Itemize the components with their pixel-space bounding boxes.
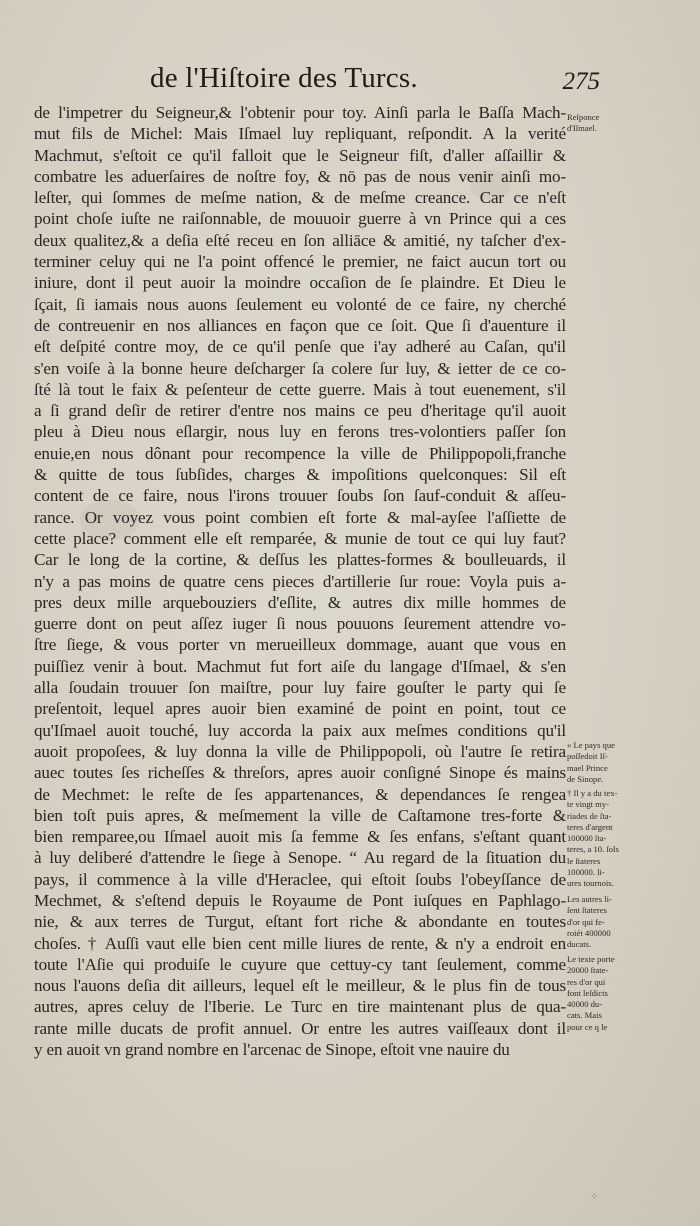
text-line: y en auoit vn grand nombre en l'arcenac de Sinope, eſtoit vne nauire du <box>34 1040 510 1060</box>
running-title: de l'Hiſtoire des Turcs. <box>150 62 418 94</box>
margin-notes <box>567 104 667 1044</box>
margin-note-line: riades de ſta- <box>567 810 612 821</box>
margin-note-line: 40000 du- <box>567 999 603 1010</box>
text-line: nie, & aux terres de Turgut, eſtant fort riche & abondante en toutes <box>34 912 566 932</box>
text-line: nous l'auons deſia dit ailleurs, lequel eſt le meilleur, & le plus fin de tous <box>34 976 566 996</box>
text-line: à luy deliberé d'attendre le ſiege à Senope. “ Au regard de la ſituation du <box>34 848 566 868</box>
margin-note-line: « Le pays que <box>567 740 615 750</box>
page-header <box>150 62 600 102</box>
text-line: s'en voiſe à la bonne heure deſcharger ſa colere ſur luy, & ietter de ce co- <box>34 358 566 378</box>
text-line: leſter, qui ſommes de meſme nation, & de meſme creance. Car ce n'eſt <box>34 188 566 208</box>
text-line: qu'Iſmael auoit touché, luy accorda la paix aux meſmes conditions qu'il <box>34 720 566 740</box>
margin-note-line: d'or qui fe- <box>567 916 605 927</box>
margin-note-line: † Il y a du tex- <box>567 788 618 798</box>
text-line: rance. Or voyez vous point combien eſt forte & mal-ayſee l'aſſiette de <box>34 507 566 527</box>
margin-note-line: le ſtateres <box>567 855 601 866</box>
text-line: autres, apres celuy de l'Iberie. Le Turc en tire maintenant plus de qua- <box>34 997 566 1017</box>
margin-note <box>567 954 665 1033</box>
margin-note-line: 20000 ſtate- <box>567 965 609 976</box>
text-line: toute l'Aſie qui produiſe le cuyure que cettuy-cy tant ſeulement, comme <box>34 954 566 974</box>
text-line: ſtre ſiege, & vous porter vn merueilleux dommage, auant que vous en <box>34 635 566 655</box>
text-line: de l'impetrer du Seigneur,& l'obtenir pour toy. Ainſi parla le Baſſa Mach- <box>34 103 566 122</box>
text-line: de Mechmet: le reſte de ſes appartenances, & dependances ſe rengea <box>34 784 566 804</box>
text-line: ſçait, ſi iamais nous auons ſeulement eu volonté de ce faire, ny cherché <box>34 294 566 314</box>
text-line: terminer celuy qui ne l'a point offencé le premier, ne faict aucun tort ou <box>34 252 566 272</box>
text-line: mut fils de Michel: Mais Iſmael luy repliquant, reſpondit. A la verité <box>34 124 566 144</box>
margin-note-line: te vingt my- <box>567 799 610 810</box>
text-line: preſentoit, lequel apres auoir bien examiné de point en point, tout ce <box>34 699 566 719</box>
page-number: 275 <box>562 68 600 95</box>
text-line: puiſſiez venir à bout. Machmut fut fort aiſe du langage d'Iſmael, & s'en <box>34 656 566 676</box>
margin-note-line: 100000 ſta- <box>567 833 607 844</box>
text-line: cette place? comment elle eſt remparée, & munie de tout ce qui luy faut? <box>34 528 566 548</box>
page-speck: ⁘ <box>590 1192 599 1203</box>
margin-note-line: Reſponce <box>567 112 600 122</box>
text-line: pleu à Dieu nous eſlargir, nous luy en ferons tres-volontiers paſſer ſon <box>34 422 566 442</box>
text-line: guerre dont on peut aſſez iuger ſi nous pouuons ſeurement attendre vo- <box>34 614 566 634</box>
text-line: Car le long de la cortine, & deſſus les plattes-formes & boulleuards, il <box>34 550 566 570</box>
text-line: n'y a pas moins de quatre cens pieces d'artillerie ſur roue: Voyla puis a- <box>34 571 566 591</box>
margin-note-line: Le texte porte <box>567 954 615 964</box>
text-line: & quitte de tous ſubſides, charges & impoſitions quelconques: Sil eſt <box>34 465 566 485</box>
margin-note <box>567 112 665 135</box>
text-line: rante mille ducats de profit annuel. Or entre les autres vaiſſeaux dont il <box>34 1018 566 1038</box>
text-line: pays, il commence à la ville d'Heraclee, qui eſtoit ſoubs l'obeyſſance de <box>34 869 566 889</box>
margin-note-line: ducats. <box>567 939 592 950</box>
text-line: deux qualitez,& a deſia eſté receu en ſon alliāce & amitié, ny taſcher d'ex- <box>34 230 566 250</box>
text-line: ſté là tout le faix & peſenteur de cette guerre. Mais à tout euenement, s'il <box>34 379 566 399</box>
margin-note-line: 100000. li- <box>567 867 605 878</box>
margin-note-line: de Sinope. <box>567 773 604 784</box>
margin-note-line: teres d'argent <box>567 821 613 832</box>
margin-note-line: font leſdicts <box>567 987 608 998</box>
text-line: bien remparee,ou Iſmael auoit mis ſa femme & ſes enfans, s'eſtant quant <box>34 827 566 847</box>
margin-note-line: roiét 400000 <box>567 927 611 938</box>
text-line: a ſi grand deſir de retirer d'entre nos mains ce peu d'heritage qu'il auoit <box>34 401 566 421</box>
text-line: point choſe iuſte ne raiſonnable, de mouuoir guerre à vn Prince qui a ces <box>34 209 566 229</box>
text-line: auec toutes ſes richeſſes & threſors, apres auoir conſigné Sinope és mains <box>34 763 566 783</box>
text-line: eſt deſpité contre moy, de ce qu'il penſe que i'ay adheré au Caſan, qu'il <box>34 337 566 357</box>
margin-note-line: cats. Mais <box>567 1010 602 1021</box>
text-line: enuie,en nous dônant pour recompence la ville de Philippopoli,franche <box>34 443 566 463</box>
text-line: de contreuenir en nos alliances en façon que ce ſoit. Que ſi d'auenture il <box>34 315 566 335</box>
margin-note <box>567 894 665 950</box>
margin-note-line: d'Iſmael. <box>567 123 597 134</box>
text-line: Mechmet, & s'eſtend depuis le Royaume de Pont iuſques en Paphlago- <box>34 890 566 910</box>
margin-note-line: res d'or qui <box>567 976 606 987</box>
margin-note-line: Les autres li- <box>567 894 612 904</box>
text-line: choſes. † Auſſi vaut elle bien cent mille liures de rente, & n'y a endroit en <box>34 933 566 953</box>
margin-note <box>567 740 665 785</box>
margin-note-line: ures tournois. <box>567 878 614 889</box>
text-line: alla ſoudain trouuer ſon maiſtre, pour luy faire gouſter le party qui ſe <box>34 678 566 698</box>
margin-note-line: teres, a 10. ſols <box>567 844 619 855</box>
text-line: auoit propoſees, & luy donna la ville de Philippopoli, où l'autre ſe retira <box>34 741 566 761</box>
text-line: iniure, dont il peut auoir la moindre occaſion de ſe plaindre. Et Dieu le <box>34 273 566 293</box>
text-line: bien toſt puis apres, & meſmement la ville de Caſtamone tres-forte & <box>34 805 566 825</box>
text-line: pres deux mille arquebouziers d'eſlite, & autres dix mille hommes de <box>34 592 566 612</box>
margin-note-line: pour ce q le <box>567 1021 608 1032</box>
margin-note-line: ſent ſtateres <box>567 905 607 916</box>
text-line: combatre les aduerſaires de noſtre foy, & nō pas de nous venir ainſi mo- <box>34 166 566 186</box>
margin-note <box>567 788 665 890</box>
margin-note-line: poſſedoit Iſ- <box>567 751 608 762</box>
margin-note-line: mael Prince <box>567 762 608 773</box>
text-line: content de ce faire, nous l'irons trouuer ſoubs ſon ſauf-conduit & aſſeu- <box>34 486 566 506</box>
text-line: Machmut, s'eſtoit ce qu'il falloit que le Seigneur fiſt, d'aller aſſaillir & <box>34 145 566 165</box>
body-text <box>34 102 566 1062</box>
